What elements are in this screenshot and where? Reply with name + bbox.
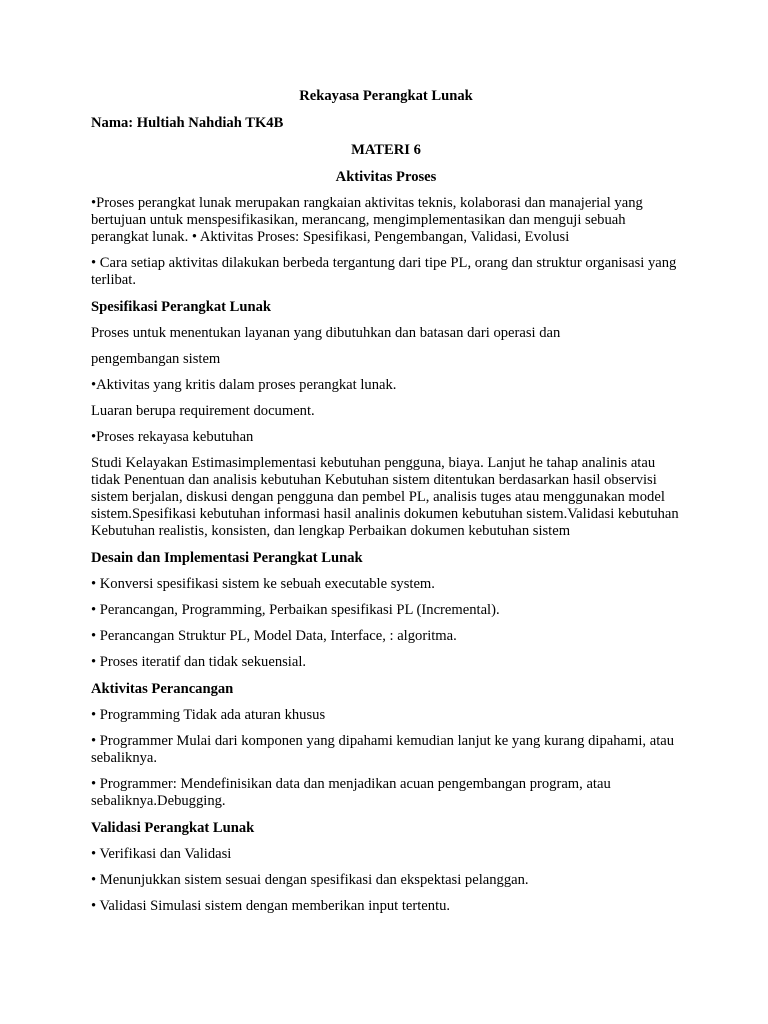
- paragraph: Luaran berupa requirement document.: [91, 403, 315, 419]
- paragraph: • Verifikasi dan Validasi: [91, 846, 232, 862]
- section-heading: Aktivitas Perancangan: [91, 681, 234, 697]
- paragraph: • Menunjukkan sistem sesuai dengan spesifikasi dan ekspektasi pelanggan.: [91, 872, 529, 888]
- document-title: Rekayasa Perangkat Lunak: [299, 88, 473, 104]
- paragraph: • Programmer Mulai dari komponen yang dipahami kemudian lanjut ke yang kurang dipahami, atau sebaliknya.: [91, 733, 675, 766]
- paragraph: • Cara setiap aktivitas dilakukan berbeda tergantung dari tipe PL, orang dan struktur organisasi yang terlibat.: [91, 255, 677, 288]
- section-heading: Desain dan Implementasi Perangkat Lunak: [91, 550, 363, 566]
- materi-label: MATERI 6: [351, 142, 421, 158]
- paragraph: • Programming Tidak ada aturan khusus: [91, 707, 326, 723]
- paragraph: • Proses iteratif dan tidak sekuensial.: [91, 654, 307, 670]
- paragraph: •Proses perangkat lunak merupakan rangkaian aktivitas teknis, kolaborasi dan manajerial yang bertujuan untuk menspesifikasikan, merancang, mengimplementasikan dan menguji sebuah perangkat lunak. • Aktivitas Proses: Spesifikasi, Pengembangan, Validasi, Evolusi: [91, 195, 643, 245]
- paragraph: Studi Kelayakan Estimasimplementasi kebutuhan pengguna, biaya. Lanjut he tahap analinis atau tidak Penentuan dan analisis kebutuhan Kebutuhan sistem ditentukan berdasarkan hasil observisi sistem berjalan, diskusi dengan pengguna dan pembel PL, analisis tuges atau menggunakan model sistem.Spesifikasi kebutuhan informasi hasil analinis dokumen kebutuhan sistem.Validasi kebutuhan Kebutuhan realistis, konsisten, dan lengkap Perbaikan dokumen kebutuhan sistem: [91, 455, 679, 539]
- document-page: [91, 80, 681, 915]
- paragraph: •Proses rekayasa kebutuhan: [91, 429, 254, 445]
- paragraph: pengembangan sistem: [91, 351, 221, 367]
- paragraph: Proses untuk menentukan layanan yang dibutuhkan dan batasan dari operasi dan: [91, 325, 561, 341]
- paragraph: •Aktivitas yang kritis dalam proses perangkat lunak.: [91, 377, 397, 393]
- paragraph: • Konversi spesifikasi sistem ke sebuah executable system.: [91, 576, 435, 592]
- section-heading: Spesifikasi Perangkat Lunak: [91, 299, 272, 315]
- author-name: Nama: Hultiah Nahdiah TK4B: [91, 115, 284, 131]
- paragraph: • Programmer: Mendefinisikan data dan menjadikan acuan pengembangan program, atau sebaliknya.Debugging.: [91, 776, 611, 809]
- paragraph: • Perancangan, Programming, Perbaikan spesifikasi PL (Incremental).: [91, 602, 500, 618]
- section-heading: Validasi Perangkat Lunak: [91, 820, 255, 836]
- section-subtitle: Aktivitas Proses: [335, 169, 437, 185]
- paragraph: • Perancangan Struktur PL, Model Data, Interface, : algoritma.: [91, 628, 457, 644]
- paragraph: • Validasi Simulasi sistem dengan memberikan input tertentu.: [91, 898, 451, 914]
